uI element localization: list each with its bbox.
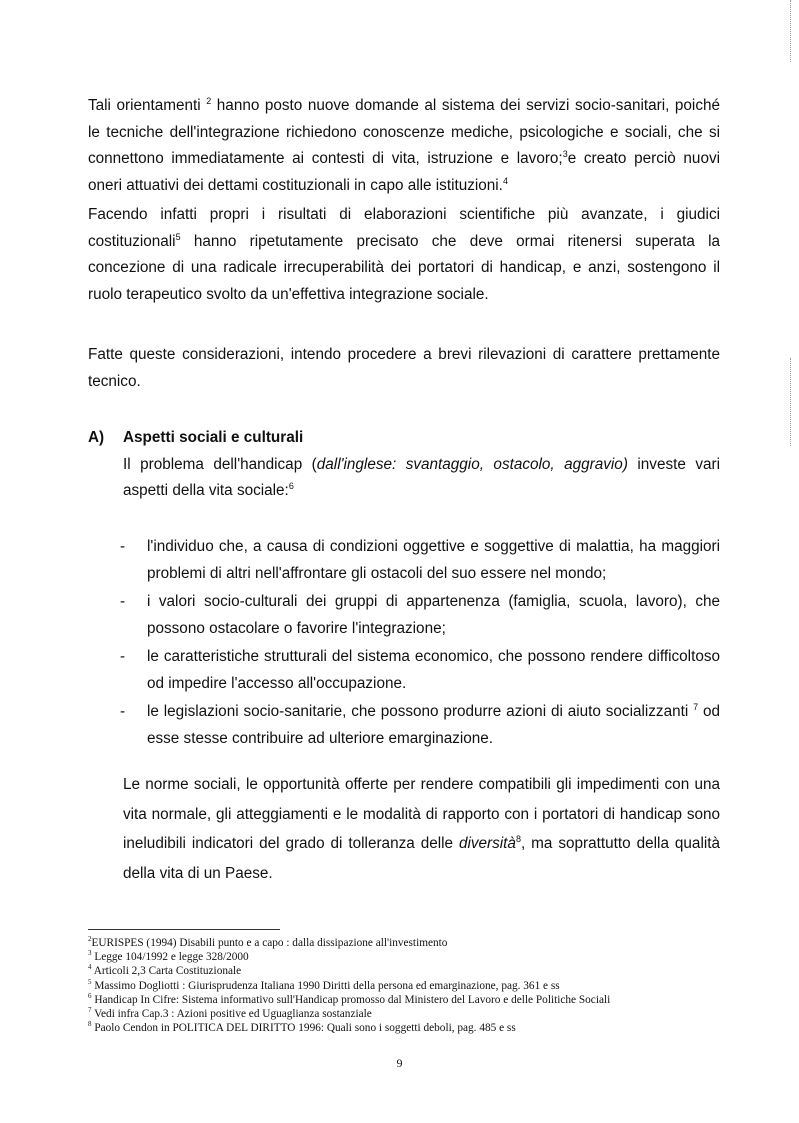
closing-paragraph: Le norme sociali, le opportunità offerte per rendere compatibili gli impedimenti con una vita normale, gli atteggiamenti e le modalità di rapporto con i portatori di handicap sono ineludibili indicatori del grado di tolleranza delle diversità$^8$, ma soprattutto della qualità della vita di un Paese. [123, 776, 720, 882]
scan-margin-mark [790, 358, 791, 446]
page-number: 9 [396, 1056, 403, 1070]
section-title: Aspetti sociali e culturali [123, 429, 304, 446]
bullet-list [120, 534, 720, 754]
footnote-ref: 3 [562, 148, 568, 159]
footnote: $^8$ Paolo Cendon in POLITICA DEL DIRITTO 1996: Quali sono i soggetti deboli, pag. 485 e ss [88, 1020, 516, 1035]
body-paragraph-2: Facendo infatti propri i risultati di elaborazioni scientifiche più avanzate, i giudici costituzionali$^5$ hanno ripetutamente precisato che deve ormai ritenersi superata la concezione di una radicale irrecuperabilità dei portatori di handicap, e anzi, sostengono il ruolo terapeutico svolto da un'effettiva integrazione sociale. [88, 206, 720, 303]
body-paragraph-3: Fatte queste considerazioni, intendo procedere a brevi rilevazioni di carattere prettamente tecnico. [88, 346, 720, 390]
footnote: $^6$ Handicap In Cifre: Sistema informativo sull'Handicap promosso dal Ministero del Lavoro e delle Politiche Sociali [88, 992, 611, 1006]
section-a [88, 425, 720, 505]
footnote-ref: 8 [515, 833, 521, 844]
footnote: $^3$ Legge 104/1992 e legge 328/2000 [88, 949, 249, 964]
body-paragraph-1: Tali orientamenti $^2$ hanno posto nuove domande al sistema dei servizi socio-sanitari, poiché le tecniche dell'integrazione richiedono conoscenze mediche, psicologiche e sociali, che si connettono immediatamente ai contesti di vita, istruzione e lavoro;$^3$e creato perciò nuovi oneri attuativi dei dettami costituzionali in capo alle istituzioni.$^4$ [88, 95, 720, 194]
footnote: $^2$EURISPES (1994) Disabili punto e a capo : dalla dissipazione all'investimento [88, 935, 448, 949]
footnote-ref: 5 [175, 231, 181, 242]
list-item: - le legislazioni socio-sanitarie, che possono produrre azioni di aiuto socializzanti $^7$ od esse stesse contribuire ad ulteriore emarginazione. [120, 701, 721, 747]
footnotes [88, 936, 728, 1035]
footnote: $^5$ Massimo Dogliotti : Giurisprudenza Italiana 1990 Diritti della persona ed emarginazione, pag. 361 e ss [88, 977, 560, 992]
section-heading [88, 425, 720, 452]
footnote-ref: 7 [693, 701, 699, 712]
list-item: - i valori socio-culturali dei gruppi di appartenenza (famiglia, scuola, lavoro), che possono ostacolare o favorire l'integrazione; [120, 593, 720, 637]
footnote-ref: 2 [206, 95, 212, 106]
list-item: - l'individuo che, a causa di condizioni oggettive e soggettive di malattia, ha maggiori problemi di altri nell'affrontare gli ostacoli del suo essere nel mondo; [120, 538, 720, 582]
footnote-separator [88, 929, 280, 930]
scan-margin-mark [790, 0, 791, 62]
section-intro: Il problema dell'handicap (dall'inglese: svantaggio, ostacolo, aggravio) investe vari aspetti della vita sociale:$^6$ [123, 455, 720, 499]
footnote: $^7$ Vedi infra Cap.3 : Azioni positive ed Uguaglianza sostanziale [88, 1006, 372, 1021]
footnote-ref: 4 [502, 175, 508, 186]
list-item: - le caratteristiche strutturali del sistema economico, che possono rendere difficoltoso od impedire l'accesso all'occupazione. [120, 648, 720, 692]
footnote: $^4$ Articoli 2,3 Carta Costituzionale [88, 963, 242, 978]
section-letter: A) [88, 429, 105, 446]
footnote-ref: 6 [288, 480, 294, 491]
